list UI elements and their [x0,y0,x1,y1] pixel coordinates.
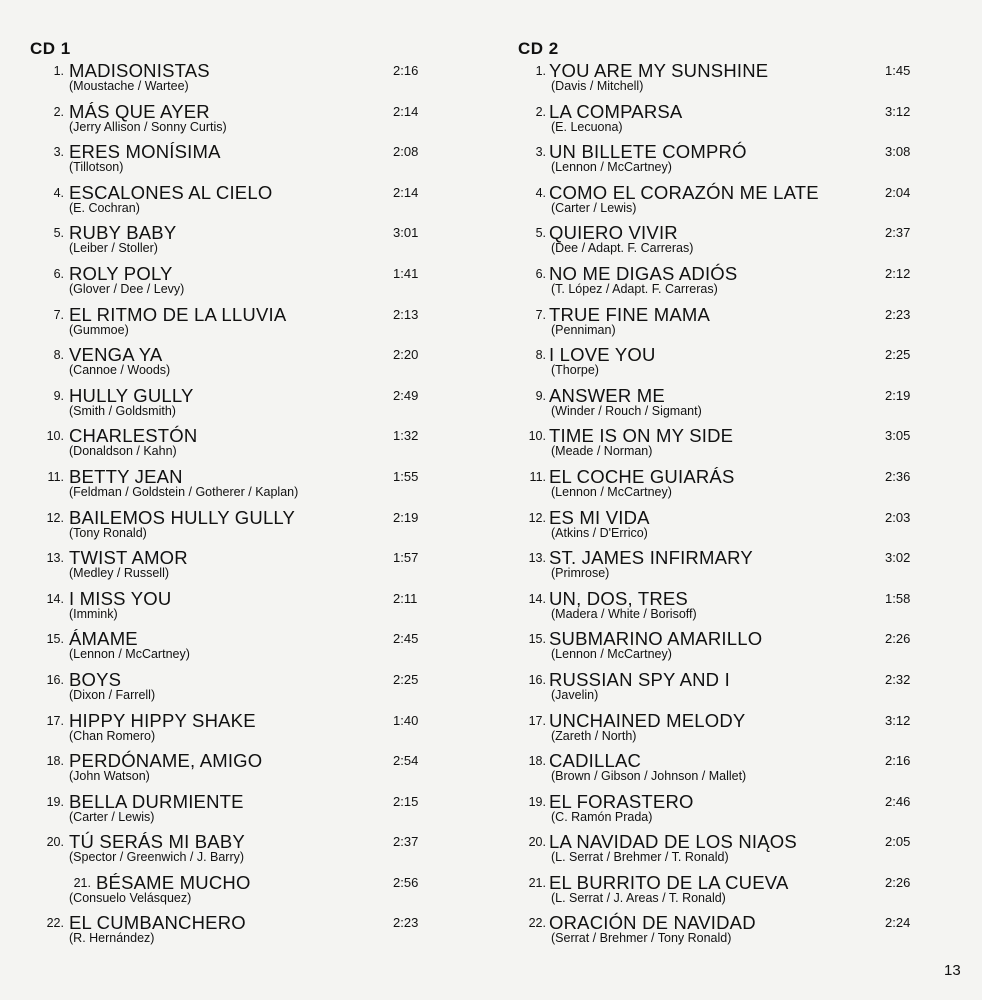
track-row [30,507,430,548]
track-row [518,304,928,345]
track-title: COMO EL CORAZÓN ME LATE [549,181,819,203]
track-duration: 2:25 [393,671,419,687]
track-number: 6. [535,266,546,281]
track-composers: (Primrose) [551,566,610,581]
track-row [30,101,430,142]
track-number: 15. [46,632,64,647]
track-title: EL COCHE GUIARÁS [549,465,735,487]
track-row [518,831,928,872]
track-number: 22. [528,916,546,931]
track-title: CHARLESTÓN [69,425,198,447]
track-row [30,60,430,101]
track-number: 4. [535,185,546,200]
page-number: 13 [944,962,961,979]
track-duration: 2:49 [393,387,419,403]
track-duration: 3:05 [885,428,911,444]
track-number: 7. [53,307,64,322]
track-title: BÉSAME MUCHO [96,871,251,893]
track-composers: (Lennon / McCartney) [551,484,672,499]
track-row [30,872,430,913]
track-title: ESCALONES AL CIELO [69,181,273,203]
track-number: 1. [53,64,64,78]
track-duration: 1:58 [885,590,911,606]
track-row [518,628,928,669]
track-row [30,588,430,629]
track-title: YOU ARE MY SUNSHINE [549,60,769,81]
track-title: ES MI VIDA [549,506,650,528]
track-number: 2. [53,104,64,119]
track-title: UN BILLETE COMPRÓ [549,141,747,163]
cd2-heading: CD 2 [518,39,559,58]
track-row [30,141,430,182]
track-duration: 3:12 [885,712,911,728]
track-title: SUBMARINO AMARILLO [549,628,763,650]
track-row [518,141,928,182]
track-composers: (Dee / Adapt. F. Carreras) [551,241,694,256]
track-duration: 1:41 [393,265,419,281]
track-duration: 2:08 [393,144,419,160]
track-number: 5. [535,226,546,241]
track-duration: 3:12 [885,103,911,119]
track-duration: 2:46 [885,793,911,809]
track-composers: (Moustache / Wartee) [69,79,189,93]
track-duration: 1:32 [393,428,419,444]
track-title: LA NAVIDAD DE LOS NIĄOS [549,831,797,853]
track-number: 9. [53,388,64,403]
track-title: TRUE FINE MAMA [549,303,711,325]
track-number: 12. [528,510,546,525]
track-duration: 2:16 [393,63,419,78]
track-composers: (Javelin) [551,687,599,702]
track-title: BOYS [69,668,122,690]
track-number: 3. [53,145,64,160]
track-composers: (Jerry Allison / Sonny Curtis) [69,119,227,134]
track-title: BELLA DURMIENTE [69,790,244,812]
track-row [518,263,928,304]
track-composers: (Atkins / D'Errico) [551,525,648,540]
track-title: PERDÓNAME, AMIGO [69,750,263,772]
track-number: 18. [46,754,64,769]
track-composers: (Tillotson) [69,160,124,175]
track-row [518,669,928,710]
track-duration: 1:45 [885,63,911,78]
track-duration: 3:01 [393,225,419,241]
track-number: 10. [528,429,546,444]
track-row [30,182,430,223]
track-number: 21. [73,875,91,890]
track-composers: (Carter / Lewis) [551,200,637,215]
track-composers: (R. Hernández) [69,931,155,946]
track-duration: 2:16 [885,753,911,769]
track-row [518,588,928,629]
track-title: ROLY POLY [69,262,173,284]
track-title: MÁS QUE AYER [69,100,210,122]
track-duration: 2:19 [885,387,911,403]
track-number: 14. [46,591,64,606]
track-composers: (T. López / Adapt. F. Carreras) [551,281,718,296]
track-number: 13. [46,551,64,566]
track-number: 20. [46,835,64,850]
cd1-track-list [30,60,430,953]
track-duration: 1:55 [393,468,419,484]
track-number: 11. [529,469,546,484]
track-composers: (Tony Ronald) [69,525,147,540]
track-row [518,60,928,101]
track-row [518,344,928,385]
track-duration: 2:12 [885,265,911,281]
track-number: 9. [535,388,546,403]
track-row [518,182,928,223]
track-row [30,669,430,710]
track-number: 2. [535,104,546,119]
track-title: CADILLAC [549,750,642,772]
track-composers: (Penniman) [551,322,616,337]
track-duration: 2:32 [885,671,911,687]
track-number: 12. [46,510,64,525]
track-duration: 2:14 [393,184,419,200]
track-composers: (Smith / Goldsmith) [69,403,176,418]
track-number: 16. [46,672,64,687]
track-composers: (Serrat / Brehmer / Tony Ronald) [551,931,732,946]
track-duration: 3:08 [885,144,911,160]
track-composers: (Gummoe) [69,322,129,337]
track-row [30,710,430,751]
track-row [30,750,430,791]
track-composers: (Davis / Mitchell) [551,79,644,93]
track-row [518,710,928,751]
track-row [30,791,430,832]
track-row [518,791,928,832]
track-composers: (John Watson) [69,769,150,784]
track-title: TWIST AMOR [69,547,188,569]
track-composers: (Chan Romero) [69,728,156,743]
track-composers: (Leiber / Stoller) [69,241,158,256]
track-number: 14. [528,591,546,606]
track-composers: (Brown / Gibson / Johnson / Mallet) [551,769,747,784]
track-duration: 2:03 [885,509,911,525]
track-title: HULLY GULLY [69,384,194,406]
track-title: EL CUMBANCHERO [69,912,246,934]
track-title: EL FORASTERO [549,790,694,812]
track-duration: 2:20 [393,347,419,363]
track-duration: 2:45 [393,631,419,647]
cd1-heading: CD 1 [30,39,71,58]
track-row [30,547,430,588]
track-title: UN, DOS, TRES [549,587,688,609]
track-number: 1. [535,64,546,78]
track-title: HIPPY HIPPY SHAKE [69,709,256,731]
track-duration: 1:57 [393,550,419,566]
track-composers: (L. Serrat / Brehmer / T. Ronald) [551,850,729,865]
track-row [30,831,430,872]
track-number: 15. [528,632,546,647]
track-title: TIME IS ON MY SIDE [549,425,734,447]
track-title: ÁMAME [69,628,138,650]
track-number: 17. [46,713,64,728]
track-row [518,101,928,142]
track-title: BAILEMOS HULLY GULLY [69,506,296,528]
track-composers: (Spector / Greenwich / J. Barry) [69,850,245,865]
track-row [518,750,928,791]
track-number: 19. [528,794,546,809]
track-duration: 1:40 [393,712,419,728]
track-number: 4. [53,185,64,200]
track-composers: (E. Cochran) [69,200,140,215]
track-title: QUIERO VIVIR [549,222,678,244]
track-number: 17. [528,713,546,728]
track-duration: 2:54 [393,753,419,769]
track-title: RUBY BABY [69,222,177,244]
track-composers: (Lennon / McCartney) [551,647,672,662]
track-title: VENGA YA [69,344,163,366]
cd1-tracklist [30,38,430,953]
track-composers: (Dixon / Farrell) [69,687,156,702]
track-duration: 3:02 [885,550,911,566]
track-row [518,547,928,588]
track-duration: 2:23 [393,915,419,931]
track-duration: 2:11 [393,590,418,606]
track-title: TÚ SERÁS MI BABY [69,831,245,853]
track-composers: (Cannoe / Woods) [69,363,171,378]
track-composers: (Lennon / McCartney) [69,647,190,662]
track-title: I MISS YOU [69,587,172,609]
track-row [518,507,928,548]
track-number: 6. [53,266,64,281]
track-duration: 2:15 [393,793,419,809]
track-row [30,628,430,669]
track-number: 16. [528,672,546,687]
track-row [30,344,430,385]
track-row [30,263,430,304]
track-composers: (Thorpe) [551,363,599,378]
track-title: ERES MONÍSIMA [69,141,221,163]
track-number: 20. [528,835,546,850]
track-title: MADISONISTAS [69,60,210,81]
track-composers: (Madera / White / Borisoff) [551,606,697,621]
track-duration: 2:26 [885,631,911,647]
track-composers: (Immink) [69,606,118,621]
track-row [30,425,430,466]
track-title: UNCHAINED MELODY [549,709,746,731]
track-number: 7. [535,307,546,322]
track-row [30,466,430,507]
track-title: ST. JAMES INFIRMARY [549,547,753,569]
track-composers: (E. Lecuona) [551,119,623,134]
track-title: ANSWER ME [549,384,665,406]
track-duration: 2:14 [393,103,419,119]
track-composers: (Glover / Dee / Levy) [69,281,185,296]
track-duration: 2:25 [885,347,911,363]
track-composers: (C. Ramón Prada) [551,809,653,824]
track-duration: 2:05 [885,834,911,850]
track-number: 11. [47,469,64,484]
track-composers: (Medley / Russell) [69,566,170,581]
track-number: 21. [528,875,546,890]
track-duration: 2:04 [885,184,911,200]
track-number: 19. [46,794,64,809]
track-title: BETTY JEAN [69,465,183,487]
track-title: EL BURRITO DE LA CUEVA [549,871,789,893]
track-number: 18. [528,754,546,769]
track-title: LA COMPARSA [549,100,683,122]
track-duration: 2:24 [885,915,911,931]
track-row [30,222,430,263]
track-number: 13. [528,551,546,566]
track-composers: (Meade / Norman) [551,444,653,459]
track-number: 8. [535,348,546,363]
track-duration: 2:56 [393,874,419,890]
track-title: ORACIÓN DE NAVIDAD [549,912,756,934]
track-duration: 2:19 [393,509,419,525]
track-title: EL RITMO DE LA LLUVIA [69,303,287,325]
track-composers: (Donaldson / Kahn) [69,444,177,459]
track-duration: 2:37 [393,834,419,850]
track-composers: (L. Serrat / J. Areas / T. Ronald) [551,890,726,905]
track-row [518,872,928,913]
track-number: 10. [46,429,64,444]
track-composers: (Feldman / Goldstein / Gotherer / Kaplan) [69,484,299,499]
track-row [518,466,928,507]
track-row [30,912,430,953]
track-row [518,385,928,426]
track-number: 8. [53,348,64,363]
track-row [518,425,928,466]
track-composers: (Carter / Lewis) [69,809,155,824]
track-title: I LOVE YOU [549,344,656,366]
track-duration: 2:26 [885,874,911,890]
track-composers: (Lennon / McCartney) [551,160,672,175]
track-row [30,385,430,426]
track-composers: (Winder / Rouch / Sigmant) [551,403,702,418]
track-title: NO ME DIGAS ADIÓS [549,262,738,284]
cd2-track-list [518,60,928,953]
track-row [518,912,928,953]
track-row [30,304,430,345]
track-duration: 2:13 [393,306,419,322]
cd2-tracklist [518,38,928,953]
track-number: 3. [535,145,546,160]
track-composers: (Consuelo Velásquez) [69,890,192,905]
track-duration: 2:36 [885,468,911,484]
track-title: RUSSIAN SPY AND I [549,668,730,690]
track-number: 22. [46,916,64,931]
track-composers: (Zareth / North) [551,728,637,743]
track-number: 5. [53,226,64,241]
track-duration: 2:23 [885,306,911,322]
track-row [518,222,928,263]
track-duration: 2:37 [885,225,911,241]
